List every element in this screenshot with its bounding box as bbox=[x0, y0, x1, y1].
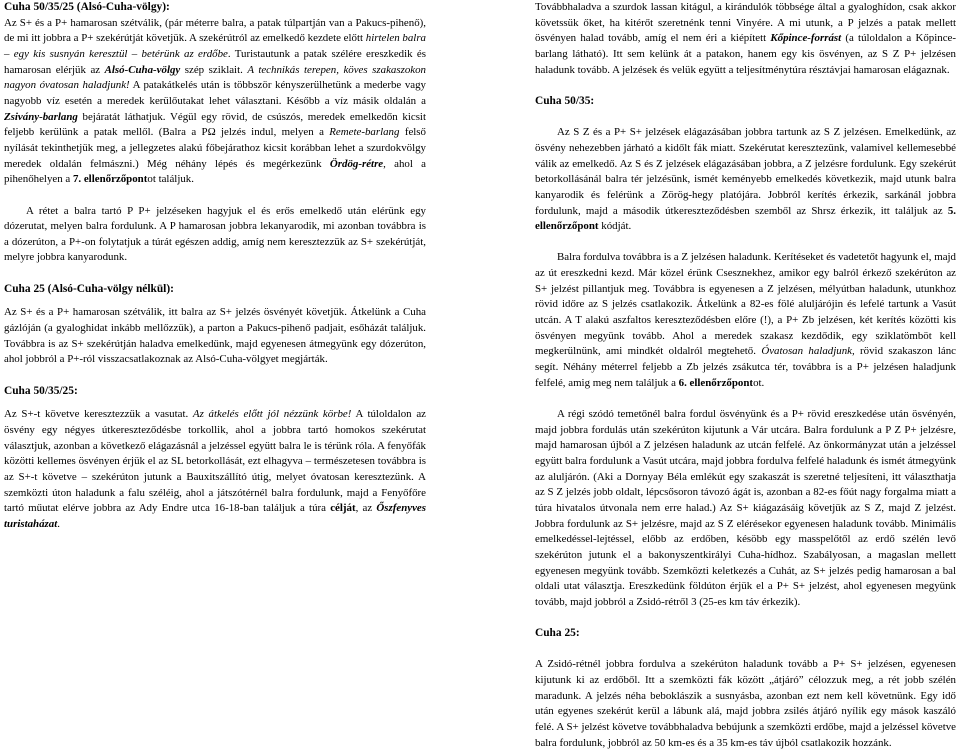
text-run: Óvatosan haladjunk, bbox=[761, 345, 855, 358]
text-run: Kőpince-forrást bbox=[770, 32, 842, 45]
paragraph bbox=[535, 125, 956, 235]
text-run: Továbbhaladva a szurdok lassan kitágul, a kirándulók többsége által a gyaloghídon, csak akkor követssük őket, ha kitérőt szeretnénk tenni Vinyére. A mi utunk, a P jelzés a patak mellett ösvényen halad tovább, amíg el nem éri a kiépített bbox=[535, 1, 956, 45]
paragraph bbox=[4, 16, 426, 188]
left-column bbox=[4, 0, 426, 533]
paragraph bbox=[535, 0, 956, 78]
text-run: 6. ellenőrzőpont bbox=[678, 376, 754, 389]
text-run: (a túloldalon a Kőpince-barlang látható). Itt sem kelünk át a patakon, hanem egy kis ösvényen, az S Z P+ jelzésen haladunk tovább. A jelzések és velük együtt a teljesítménytúra résztávjai hamarosan elágaznak. bbox=[535, 32, 956, 76]
text-run: Őszfenyves turistaházat bbox=[4, 502, 426, 530]
section-heading: Cuha 50/35/25: bbox=[4, 384, 78, 397]
text-run: ot találjuk. bbox=[147, 173, 194, 186]
section-heading: Cuha 25: bbox=[535, 627, 580, 640]
text-run: szép sziklait. bbox=[180, 63, 248, 76]
paragraph bbox=[535, 250, 956, 391]
text-run: ot. bbox=[753, 376, 765, 389]
paragraph: Az S+ és a P+ hamarosan szétválik, itt balra az S+ jelzés ösvényét követjük. Átkelünk a Cuha gázlóján (a gyaloghidat inkább mellőzzük), a parton a Pakucs-pihenő padjait, esőházát találjuk. Továbbra is az S+ szekérútján haladva emelkedünk, majd egyenesen átmegyünk egy dózerúton, ahol jobbról a P+-ról visszacsatlakoznak az Alsó-Cuha-völgyet megjárták. bbox=[4, 306, 426, 366]
text-run: felső nyílását tekinthetjük meg, a jellegzetes alakú főbejárathoz kicsit korábban lehet a szurdokvölgy meredek oldalán felmászni.) Még néhány lépés és megérkezünk bbox=[4, 126, 426, 170]
text-run: Az S+ és a P+ hamarosan szétválik, (pár méterre balra, a patak túlpartján van a Pakucs-pihenő), de mi itt jobbra a P+ szekérútját követjük. A szekérútról az emelkedő kezdete előtt bbox=[4, 16, 426, 45]
text-run: Balra fordulva továbbra is a Z jelzésen haladunk. Kerítéseket és vadetetőt hagyunk el, majd az út ereszkedni kezd. Már közel érünk Csesznekhez, amikor egy balról érkező szekérúton az S+ jelzést pillantjuk meg. Továbbra is egyenesen a Z jelzésen, mélyútban haladunk, utunkhoz rövid időre az S jelzés csatlakozik. Átkelünk a 82-es fölé aluljárójin és lefelé tartunk a Vasút utcán. A T alakú aszfaltos kereszteződésben előre (!), a P+ Zb jelzésen, két kerítés közötti kis ösvényen megyünk tovább. Ahol a meredek szakasz kezdődik, egy sziklatömböt kell megkerülnünk, ami mindkét oldalról megtehető. bbox=[535, 251, 956, 358]
text-run: Az S+-t követve keresztezzük a vasutat. bbox=[4, 408, 193, 421]
paragraph bbox=[4, 407, 426, 532]
text-run: . bbox=[57, 517, 61, 530]
text-run: 7. ellenőrzőpont bbox=[72, 173, 148, 186]
text-run: . Turistautunk a patak szélére ereszkedik és hamarosan elérjük az bbox=[4, 47, 427, 76]
text-run: hirtelen balra – egy kis susnyán keresztül – betérünk az erdőbe bbox=[4, 32, 426, 60]
text-run: bejáratát láthatjuk. Végül egy rövid, de csúszós, meredek emelkedőn kicsit feljebb kerülünk a patak mellől. (Balra a PΩ jelzés indul, melyen a bbox=[4, 110, 426, 139]
text-run: A patakátkelés után is többször kényszerülhetünk a mederbe vagy nagyobb víz esetén a meredek kerülőutakat lehet választani. Később a víz másik oldalán a bbox=[4, 79, 426, 107]
paragraph: A rétet a balra tartó P P+ jelzéseken hagyjuk el és erős emelkedő után elérünk egy dózerutat, melyen balra fordulunk. A P hamarosan jobbra lekanyarodik, mi azonban továbbra is a dózerúton, a P+-on folytatjuk a túrát egészen addig, amíg nem keresztezzük az S+ szekérútját, melyre jobbra kanyarodunk. bbox=[4, 204, 426, 264]
text-run: Alsó-Cuha-völgy bbox=[104, 63, 181, 76]
text-run: rövid szakaszon lánc segít. Néhány méterrel feljebb a Zb jelzés zsákutca tér, továbbra is a P+ jelzésen haladjunk felfelé, amig meg nem találjuk a bbox=[535, 345, 956, 389]
text-run: kódját. bbox=[598, 220, 632, 233]
text-run: Az S Z és a P+ S+ jelzések elágazásában jobbra tartunk az S Z jelzésen. Emelkedünk, az ösvény nehezebben járható a kidőlt fák miatt. Szekérutat keresztezünk, valamivel kellemesebbé válik az emelkedő. Az S és Z jelzések elágazásában jobbra, a Z jelzésre fordulunk. Egy szekérút betorkollásánál balra tér jelzésünk, ismét keményebb emelkedés következik, majd utunk balra kanyarodik és felérünk a Zörög-hegy platójára. Jobbról kerítés érkezik, sarkánál jobbra fordulunk, majd a második útkereszteződésben szemből az Shrsz érkezik, itt találjuk az bbox=[535, 126, 956, 217]
section-heading: Cuha 50/35: bbox=[535, 94, 595, 107]
text-run: Az átkelés előtt jól nézzünk körbe! bbox=[192, 408, 352, 421]
right-column bbox=[535, 0, 956, 751]
paragraph: A régi szódó temetőnél balra fordul ösvényünk és a P+ rövid ereszkedése után ösvényén, majd jobbra fordulás után szekérúton kijutunk a Vár utcára. Balra fordulunk a P Z P+ jelzésre, majd hamarosan újból a Z jelzésen haladunk az utcán felfelé. Az önkormányzat után a jelzéssel együtt balra fordulunk a Vasút utcára, majd jobbra fordulva felfelé haladunk és ismét átmegyünk az aluljárón. (Aki a Dornyay Béla emlékút egy szakaszát is szeretné teljesíteni, itt választhatja az S Z jelzés jobb oldalt, lépcsősoron távozó ágát is, azonban a 82-es főút nagy forgalma miatt a túra hivatalos útvonala nem erre halad.) Az S+ kiágazásáig követjük az S Z, majd Z jelzést. Jobbra fordulunk az S+ jelzésre, majd az S Z elérésekor egyenesen haladunk tovább. Minimális emelkedéssel-lejtéssel, előbb az erdőben, késöbb egy masspelőtől az erdő szélén levő szekérúton jutunk el a bakonyszentkirályi Cuha-hídhoz. Szabályosan, a magaslan mellett egyenesen megyünk tovább. Szemközti keletkezés a Cuhát, az S+ jelzés pedig hamarosan a bal oldali utat választja. Ereszkedünk földúton érjük el a P+ S+ jelzést, ahol egyenesen megyünk tovább, majd jobbról a Zsidó-rétről 3 (25-es km táv érkezik). bbox=[535, 408, 956, 608]
text-run: , ahol a pihenőhelyen a bbox=[4, 157, 426, 186]
paragraph: A Zsidó-rétnél jobbra fordulva a szekérúton haladunk tovább a P+ S+ jelzésen, egyenesen kijutunk ki az erdőből. Itt a szemközti fák között „átjáró” célozzuk meg, a rét jobb szélén maradunk. A jelzés néha beboklászik a susnyásba, azonban ezt nem kell követnünk. Egy idő után egyenes szekérút kerül a lábunk alá, majd jobbra zsilés átjáró nyílik egy mások kaszáló felé. A S+ jelzést követve továbbhaladva bebújunk a szemközti erdőbe, majd a jelzéssel követve balra fordulunk, jobbról az 50 km-es és a 35 km-es táv újból csatlakozik hozzánk. bbox=[535, 658, 956, 749]
text-run: , az bbox=[355, 502, 377, 515]
text-run: A technikás terepen, köves szakaszokon nagyon óvatosan haladjunk! bbox=[4, 63, 426, 92]
section-heading: Cuha 25 (Alsó-Cuha-völgy nélkül): bbox=[4, 282, 174, 295]
text-run: Zsivány-barlang bbox=[4, 110, 78, 123]
text-run: 5. ellenőrzőpont bbox=[535, 204, 956, 233]
text-run: célját bbox=[330, 502, 356, 515]
section-heading: Cuha 50/35/25 (Alsó-Cuha-völgy): bbox=[4, 1, 170, 13]
text-run: Remete-barlang bbox=[329, 126, 400, 139]
text-run: A túloldalon az ösvény egy négyes útkereszteződésbe torkollik, ahol a jobbra tartó homokos szekérutat választjuk, azonban a következő elágazásnál a jelzéssel együtt balra le is térünk róla. A fenyőfák közötti kellemes ösvényen érjük el az SL betorkollását, ezt elhagyva – természetesen továbbra is az S+-t követve – szekérúton jutunk a Bauxitszállító útig, melyet óvatosan keresztezünk. A szemközti úton haladunk a falu széléig, ahol a játszótérnél balra fordulunk, majd a Fenyőfőre tartó műutat elérve jobbra az Ady Endre utca 16-18-ban találjuk a túra bbox=[4, 408, 426, 515]
text-run: Ördög-rétre bbox=[329, 157, 384, 170]
